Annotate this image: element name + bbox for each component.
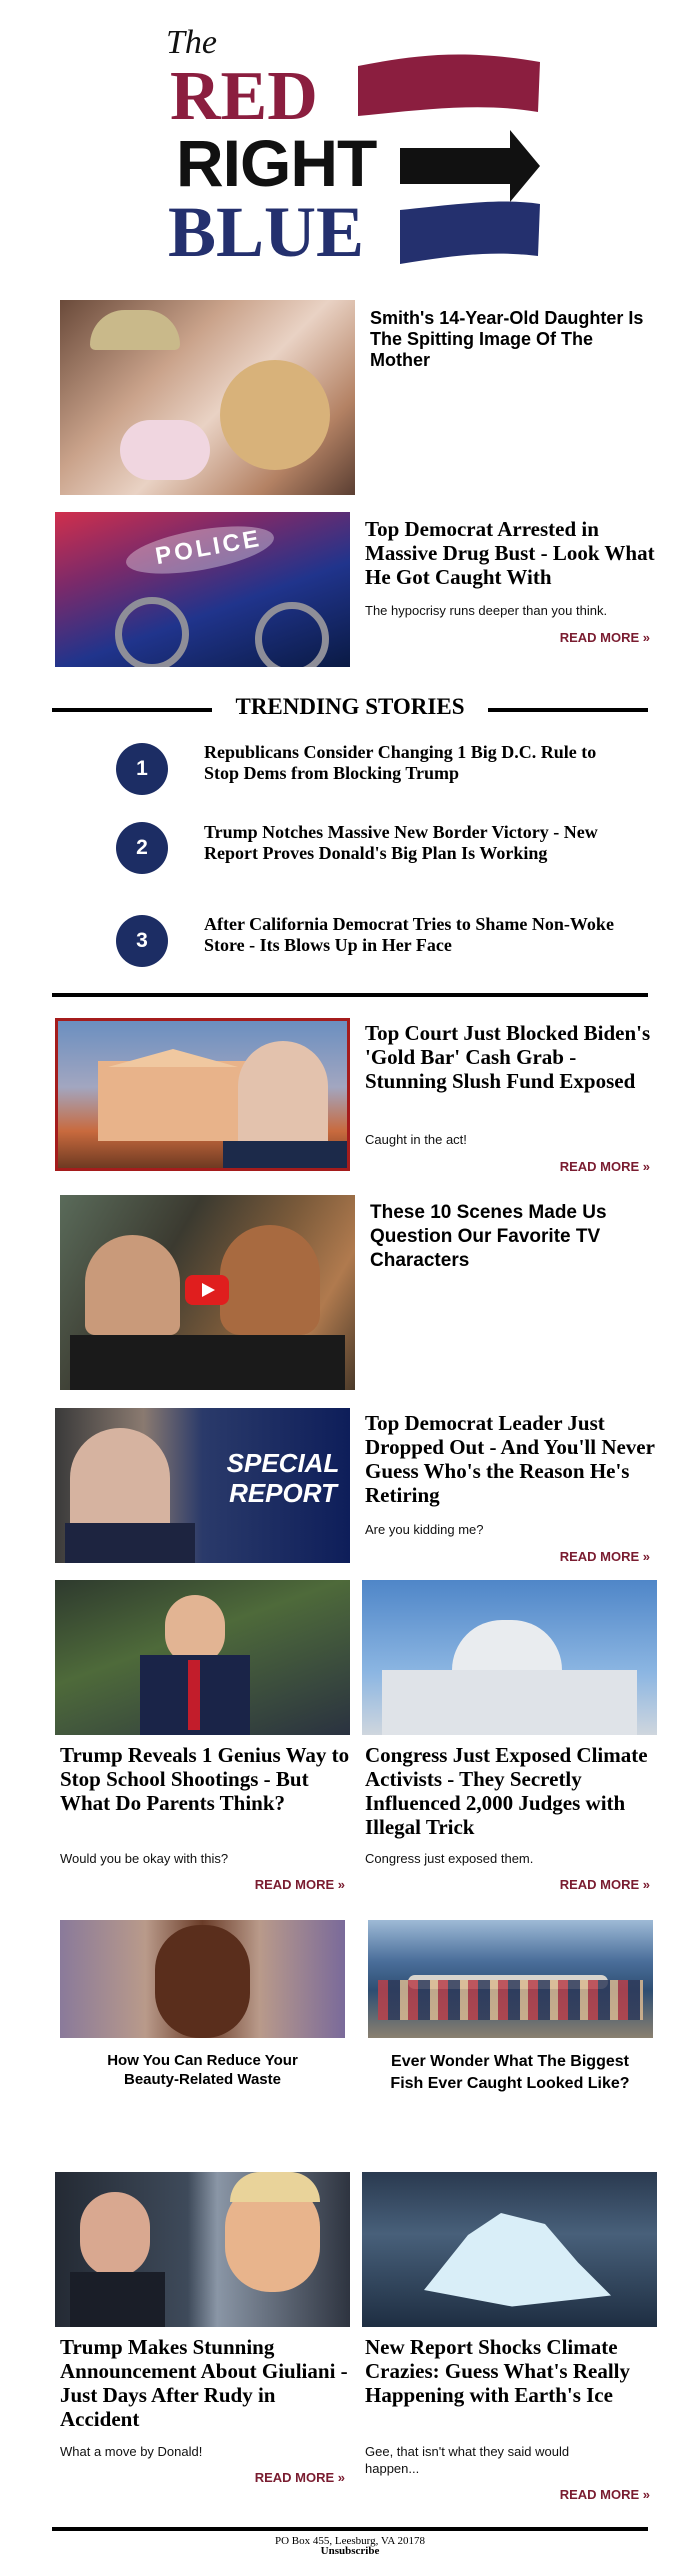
article-image-police[interactable]	[55, 512, 350, 667]
article-headline[interactable]: Congress Just Exposed Climate Activists - They Secretly Influenced 2,000 Judges with Illegal Trick	[365, 1743, 648, 1839]
article-headline[interactable]: Trump Makes Stunning Announcement About Giuliani - Just Days After Rudy in Accident	[60, 2335, 348, 2431]
unsubscribe-link[interactable]: Unsubscribe	[320, 2545, 380, 2557]
article-image-family[interactable]	[60, 300, 355, 495]
play-icon[interactable]	[185, 1275, 229, 1305]
trending-title: TRENDING STORIES	[235, 694, 465, 719]
read-more-link[interactable]: READ MORE »	[559, 2487, 650, 2502]
trending-number: 2	[116, 822, 168, 874]
article-headline[interactable]: Trump Reveals 1 Genius Way to Stop School Shootings - But What Do Parents Think?	[60, 1743, 350, 1815]
trending-rule-right	[488, 708, 648, 712]
special-report-badge: SPECIAL REPORT	[226, 1448, 340, 1508]
article-image-capitol[interactable]	[362, 1580, 657, 1735]
article-headline[interactable]: Smith's 14-Year-Old Daughter Is The Spitting Image Of The Mother	[370, 308, 644, 370]
article-image-iceberg[interactable]	[362, 2172, 657, 2327]
article-subhead: Are you kidding me?	[365, 1522, 484, 1537]
trending-item[interactable]: After California Democrat Tries to Shame Non-Woke Store - Its Blows Up in Her Face	[204, 914, 614, 955]
article-subhead: Caught in the act!	[365, 1132, 467, 1147]
ad-image-beauty[interactable]	[60, 1920, 345, 2038]
article-subhead: Would you be okay with this?	[60, 1851, 229, 1866]
footer-address: PO Box 455, Leesburg, VA 20178	[274, 2535, 426, 2547]
article-subhead: What a move by Donald!	[60, 2444, 203, 2459]
article-image-giuliani-trump[interactable]	[55, 2172, 350, 2327]
article-image-court-biden[interactable]	[55, 1018, 350, 1171]
article-image-trump-podium[interactable]	[55, 1580, 350, 1735]
logo-the: The	[166, 24, 217, 61]
section-divider	[52, 993, 648, 997]
site-logo[interactable]	[160, 18, 540, 272]
article-headline[interactable]: New Report Shocks Climate Crazies: Guess What's Really Happening with Earth's Ice	[365, 2335, 631, 2407]
logo-red: RED	[170, 58, 318, 135]
article-headline[interactable]: Top Democrat Leader Just Dropped Out - And You'll Never Guess Who's the Reason He's Retiring	[365, 1411, 655, 1507]
article-image-tv-scene[interactable]	[60, 1195, 355, 1390]
trending-rule-left	[52, 708, 212, 712]
article-image-special-report[interactable]	[55, 1408, 350, 1563]
article-subhead: Congress just exposed them.	[365, 1851, 534, 1866]
ad-image-fish[interactable]	[368, 1920, 653, 2038]
article-headline[interactable]: Top Democrat Arrested in Massive Drug Bust - Look What He Got Caught With	[365, 517, 655, 589]
article-subhead: Gee, that isn't what they said would happen...	[365, 2444, 570, 2476]
logo-blue: BLUE	[168, 192, 365, 272]
read-more-link[interactable]: READ MORE »	[559, 630, 650, 645]
article-headline[interactable]: These 10 Scenes Made Us Question Our Favorite TV Characters	[370, 1202, 607, 1271]
read-more-link[interactable]: READ MORE »	[559, 1549, 650, 1564]
trending-item[interactable]: Republicans Consider Changing 1 Big D.C. Rule to Stop Dems from Blocking Trump	[204, 742, 597, 783]
ad-caption[interactable]: Ever Wonder What The Biggest Fish Ever Caught Looked Like?	[390, 2053, 630, 2092]
trending-number: 3	[116, 915, 168, 967]
police-badge-text: POLICE	[153, 524, 264, 571]
article-subhead: The hypocrisy runs deeper than you think.	[365, 603, 608, 618]
logo-right: RIGHT	[176, 126, 377, 200]
read-more-link[interactable]: READ MORE »	[559, 1159, 650, 1174]
footer-divider	[52, 2527, 648, 2531]
trending-item[interactable]: Trump Notches Massive New Border Victory - New Report Proves Donald's Big Plan Is Working	[204, 822, 598, 863]
read-more-link[interactable]: READ MORE »	[254, 2470, 345, 2485]
ad-caption[interactable]: How You Can Reduce Your Beauty-Related Waste	[107, 2052, 298, 2088]
trending-number: 1	[116, 743, 168, 795]
read-more-link[interactable]: READ MORE »	[559, 1877, 650, 1892]
read-more-link[interactable]: READ MORE »	[254, 1877, 345, 1892]
article-headline[interactable]: Top Court Just Blocked Biden's 'Gold Bar' Cash Grab - Stunning Slush Fund Exposed	[365, 1021, 651, 1093]
